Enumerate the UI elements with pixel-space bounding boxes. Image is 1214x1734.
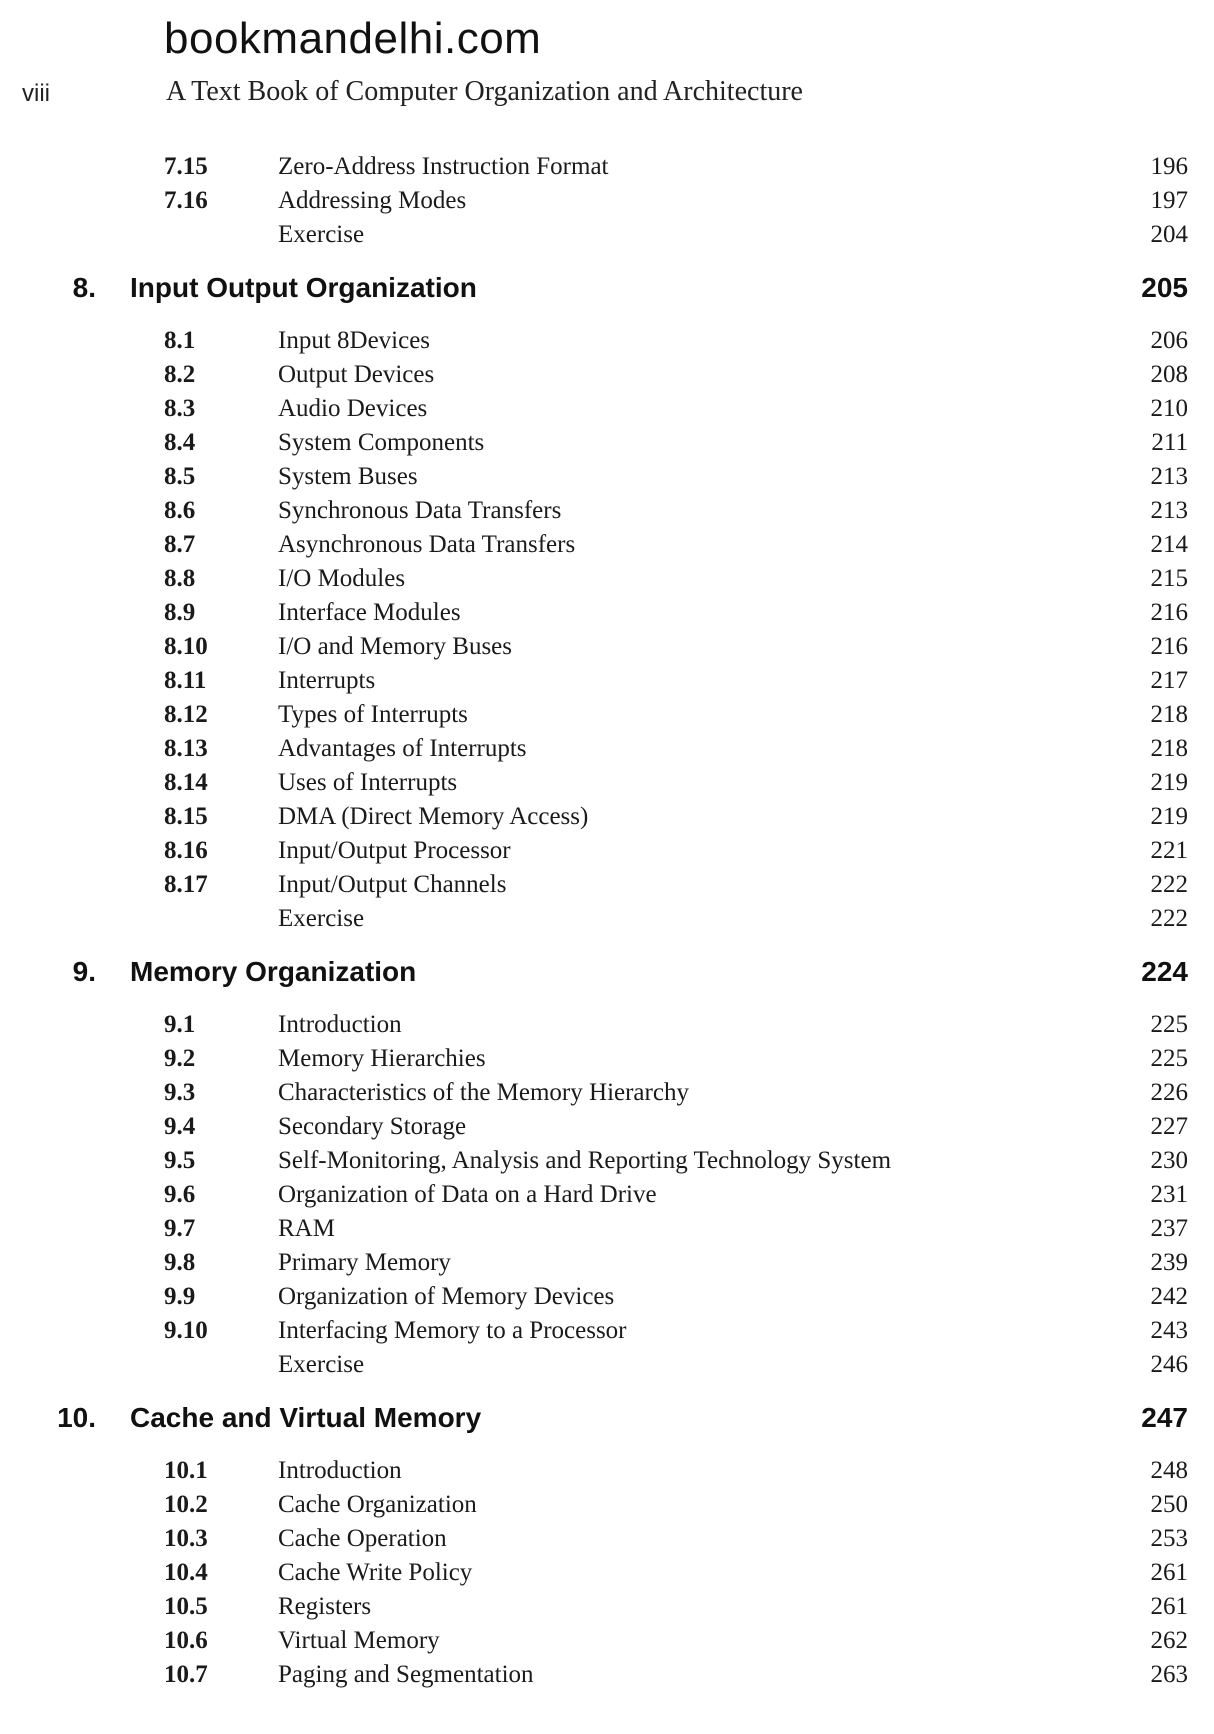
toc-entry-page: 218: [1150, 701, 1188, 728]
toc-entry: [0, 460, 1214, 494]
toc-entry-number: 8.16: [164, 837, 208, 864]
toc-entry-title: Self-Monitoring, Analysis and Reporting Technology System: [278, 1147, 892, 1174]
toc-entry-title: Cache Organization: [278, 1491, 477, 1518]
toc-entry-page: 218: [1150, 735, 1188, 762]
toc-entry-page: 219: [1150, 769, 1188, 796]
toc-chapter-entries: [0, 1002, 1214, 1388]
toc-entry-title: DMA (Direct Memory Access): [278, 803, 589, 830]
toc-entry-number: 10.5: [164, 1593, 208, 1620]
toc-entry-number: 9.4: [164, 1113, 196, 1140]
toc-entry-number: 8.1: [164, 327, 196, 354]
chapter-number: 8.: [72, 272, 96, 303]
toc-entry-title: Uses of Interrupts: [278, 769, 458, 796]
toc-chapter-heading: [0, 1388, 1214, 1448]
toc-entry-title: Secondary Storage: [278, 1113, 467, 1140]
table-of-contents: [0, 150, 1214, 1698]
toc-entry: [0, 150, 1214, 184]
toc-entry: [0, 664, 1214, 698]
toc-entry: [0, 596, 1214, 630]
toc-entry-page: 197: [1150, 187, 1188, 214]
toc-entry-page: 215: [1150, 565, 1188, 592]
toc-entry: [0, 1144, 1214, 1178]
toc-entry-page: 217: [1150, 667, 1188, 694]
toc-entry-number: 9.1: [164, 1011, 196, 1038]
toc-entry-title: Paging and Segmentation: [278, 1661, 534, 1688]
toc-entry-page: 239: [1150, 1249, 1188, 1276]
chapter-title: Memory Organization: [130, 956, 417, 987]
toc-entry-title: Input 8Devices: [278, 327, 431, 354]
toc-entry: [0, 1658, 1214, 1692]
toc-entry-number: 10.1: [164, 1457, 208, 1484]
toc-entry: [0, 1556, 1214, 1590]
toc-entry-number: 7.16: [164, 187, 208, 214]
toc-entry: [0, 1590, 1214, 1624]
toc-entry-page: 213: [1150, 463, 1188, 490]
toc-entry-page: 211: [1151, 429, 1188, 456]
toc-chapter-heading: [0, 942, 1214, 1002]
toc-entry-page: 222: [1150, 905, 1188, 932]
toc-entry: [0, 358, 1214, 392]
toc-entry-title: Exercise: [278, 905, 365, 932]
toc-entry-number: 10.4: [164, 1559, 208, 1586]
toc-entry-page: 196: [1150, 153, 1188, 180]
toc-entry-number: 9.5: [164, 1147, 196, 1174]
toc-entry: [0, 184, 1214, 218]
toc-entry-page: 237: [1150, 1215, 1188, 1242]
toc-entry-page: 227: [1150, 1113, 1188, 1140]
toc-entry: [0, 1042, 1214, 1076]
toc-entry-title: Zero-Address Instruction Format: [278, 153, 609, 180]
toc-entry-page: 219: [1150, 803, 1188, 830]
toc-entry: [0, 800, 1214, 834]
toc-entry-number: 10.6: [164, 1627, 208, 1654]
toc-entry-page: 250: [1150, 1491, 1188, 1518]
toc-entry: [0, 1110, 1214, 1144]
toc-entry-page: 261: [1150, 1593, 1188, 1620]
toc-entry: [0, 1212, 1214, 1246]
toc-entry-title: Exercise: [278, 1351, 365, 1378]
toc-entry-number: 8.2: [164, 361, 196, 388]
toc-chapter: [0, 258, 1214, 942]
chapter-title: Input Output Organization: [130, 272, 477, 303]
toc-entry-title: Advantages of Interrupts: [278, 735, 527, 762]
toc-entry-number: 10.7: [164, 1661, 208, 1688]
toc-entry-number: 9.7: [164, 1215, 196, 1242]
toc-entry: [0, 698, 1214, 732]
toc-entry-title: Cache Operation: [278, 1525, 447, 1552]
toc-entry-page: 213: [1150, 497, 1188, 524]
toc-entry-title: Exercise: [278, 221, 365, 248]
toc-entry-title: Cache Write Policy: [278, 1559, 473, 1586]
toc-entry-number: 10.2: [164, 1491, 208, 1518]
chapter-number: 9.: [72, 956, 96, 987]
toc-entry-page: 226: [1150, 1079, 1188, 1106]
toc-entry-title: Introduction: [278, 1457, 402, 1484]
toc-entry-title: Input/Output Processor: [278, 837, 511, 864]
toc-chapter-entries: [0, 1448, 1214, 1698]
toc-entry-title: RAM: [278, 1215, 335, 1242]
toc-chapters: [0, 258, 1214, 1698]
toc-entry: [0, 1522, 1214, 1556]
toc-entry-page: 210: [1150, 395, 1188, 422]
toc-entry: [0, 1178, 1214, 1212]
toc-entry-page: 208: [1150, 361, 1188, 388]
toc-entry-page: 216: [1150, 599, 1188, 626]
toc-entry-page: 206: [1150, 327, 1188, 354]
toc-entry: [0, 1076, 1214, 1110]
watermark-site-name: bookmandelhi.com: [164, 14, 542, 63]
toc-entry-number: 9.6: [164, 1181, 196, 1208]
toc-entry-number: 8.9: [164, 599, 196, 626]
toc-entry: [0, 218, 1214, 252]
toc-entry: [0, 1488, 1214, 1522]
toc-entry: [0, 732, 1214, 766]
toc-entry-title: Input/Output Channels: [278, 871, 507, 898]
toc-entry: [0, 562, 1214, 596]
toc-entry: [0, 630, 1214, 664]
toc-entry-title: Introduction: [278, 1011, 402, 1038]
toc-chapter: [0, 1388, 1214, 1698]
toc-entry-page: 204: [1150, 221, 1188, 248]
toc-entry-number: 8.13: [164, 735, 208, 762]
toc-entry: [0, 902, 1214, 936]
toc-entry-title: Interfacing Memory to a Processor: [278, 1317, 627, 1344]
toc-entry-page: 248: [1150, 1457, 1188, 1484]
toc-entry-number: 10.3: [164, 1525, 208, 1552]
toc-entry-number: 8.8: [164, 565, 196, 592]
toc-entry-page: 262: [1150, 1627, 1188, 1654]
toc-entry-number: 7.15: [164, 153, 208, 180]
toc-entry: [0, 392, 1214, 426]
toc-entry: [0, 528, 1214, 562]
toc-entry-number: 9.3: [164, 1079, 196, 1106]
chapter-page: 224: [1141, 956, 1188, 987]
toc-entry-number: 8.6: [164, 497, 196, 524]
toc-entry-title: System Buses: [278, 463, 418, 490]
toc-chapter: [0, 942, 1214, 1388]
toc-entry-title: Synchronous Data Transfers: [278, 497, 562, 524]
toc-entry-number: 8.7: [164, 531, 196, 558]
toc-entry-title: I/O Modules: [278, 565, 406, 592]
toc-entry-number: 8.4: [164, 429, 196, 456]
toc-entry-title: Types of Interrupts: [278, 701, 468, 728]
toc-entry-number: 8.12: [164, 701, 208, 728]
toc-entry-number: 9.9: [164, 1283, 196, 1310]
toc-entry-number: 8.10: [164, 633, 208, 660]
toc-entry: [0, 1454, 1214, 1488]
toc-entry: [0, 324, 1214, 358]
chapter-title: Cache and Virtual Memory: [130, 1402, 482, 1433]
toc-entry: [0, 1280, 1214, 1314]
toc-entry-title: Output Devices: [278, 361, 435, 388]
toc-entry-number: 9.10: [164, 1317, 208, 1344]
toc-entry-page: 263: [1150, 1661, 1188, 1688]
toc-entry: [0, 1348, 1214, 1382]
chapter-page: 247: [1141, 1402, 1188, 1433]
toc-entry-page: 261: [1150, 1559, 1188, 1586]
toc-entry-page: 231: [1150, 1181, 1188, 1208]
toc-entry-number: 8.5: [164, 463, 196, 490]
toc-entry-title: Organization of Data on a Hard Drive: [278, 1181, 657, 1208]
toc-entry-title: Organization of Memory Devices: [278, 1283, 615, 1310]
toc-entry-title: I/O and Memory Buses: [278, 633, 512, 660]
toc-entry-title: Virtual Memory: [278, 1627, 440, 1654]
toc-entry-page: 243: [1150, 1317, 1188, 1344]
toc-entry-page: 242: [1150, 1283, 1188, 1310]
toc-entry-page: 225: [1150, 1011, 1188, 1038]
toc-entry-title: Asynchronous Data Transfers: [278, 531, 576, 558]
toc-entry-page: 230: [1150, 1147, 1188, 1174]
toc-entry-page: 214: [1150, 531, 1188, 558]
toc-entry-number: 8.14: [164, 769, 208, 796]
toc-entry: [0, 1008, 1214, 1042]
toc-entry: [0, 766, 1214, 800]
chapter-page: 205: [1141, 272, 1188, 303]
toc-entry: [0, 1624, 1214, 1658]
toc-chapter-entries: [0, 318, 1214, 942]
toc-entry-title: Interrupts: [278, 667, 376, 694]
toc-entry-page: 246: [1150, 1351, 1188, 1378]
toc-entry-title: Primary Memory: [278, 1249, 451, 1276]
toc-entry-title: Characteristics of the Memory Hierarchy: [278, 1079, 689, 1106]
toc-entry-number: 8.3: [164, 395, 196, 422]
toc-entry: [0, 1314, 1214, 1348]
toc-entry: [0, 868, 1214, 902]
toc-entry-number: 8.17: [164, 871, 208, 898]
toc-entry-page: 216: [1150, 633, 1188, 660]
toc-entry-page: 222: [1150, 871, 1188, 898]
toc-entry-page: 225: [1150, 1045, 1188, 1072]
toc-entry-title: Addressing Modes: [278, 187, 467, 214]
toc-entry: [0, 426, 1214, 460]
toc-entry: [0, 494, 1214, 528]
book-title: A Text Book of Computer Organization and Architecture: [166, 76, 803, 107]
toc-entry-title: Audio Devices: [278, 395, 428, 422]
toc-entry-page: 253: [1150, 1525, 1188, 1552]
toc-entry-title: Interface Modules: [278, 599, 461, 626]
chapter-number: 10.: [57, 1402, 96, 1433]
toc-entry: [0, 1246, 1214, 1280]
toc-entry-number: 9.2: [164, 1045, 196, 1072]
toc-intro-entries: [0, 150, 1214, 258]
toc-entry-title: System Components: [278, 429, 485, 456]
toc-entry-title: Memory Hierarchies: [278, 1045, 486, 1072]
toc-entry-number: 8.11: [164, 667, 207, 694]
toc-chapter-heading: [0, 258, 1214, 318]
page-number: viii: [22, 80, 50, 107]
toc-entry-page: 221: [1150, 837, 1188, 864]
toc-entry-number: 9.8: [164, 1249, 196, 1276]
toc-entry-number: 8.15: [164, 803, 208, 830]
toc-entry-title: Registers: [278, 1593, 372, 1620]
toc-entry: [0, 834, 1214, 868]
